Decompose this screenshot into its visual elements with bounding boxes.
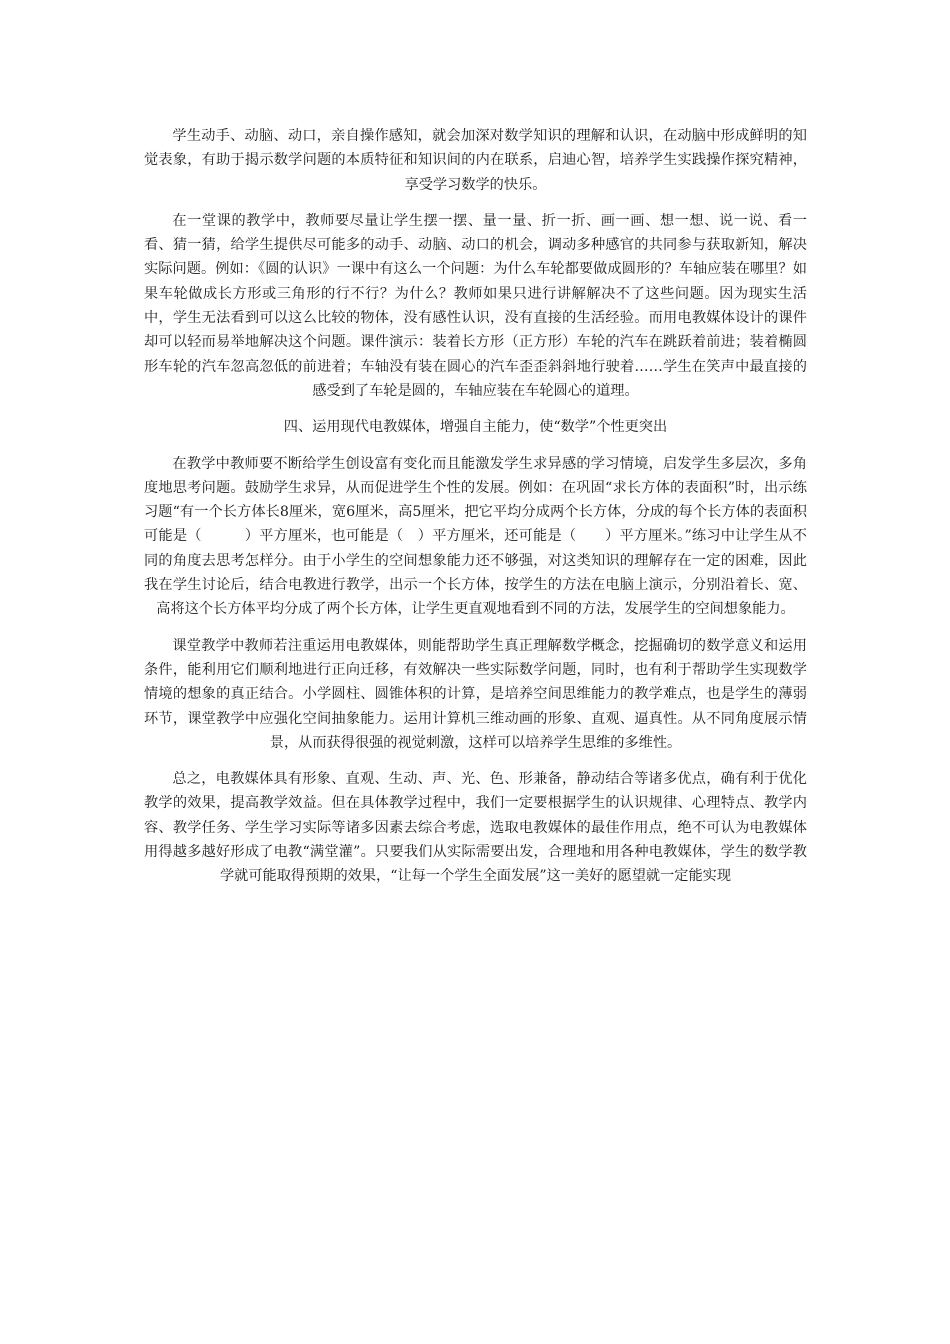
paragraph-cuboid-example: 在教学中教师要不断给学生创设富有变化而且能激发学生求异感的学习情境，启发学生多层次，多角度地思考问题。鼓励学生求异，从而促进学生个性的发展。例如：在巩固“求长方体的表面积”时，出示练习题“有一个长方体长8厘米，宽6厘米，高5厘米，把它平均分成两个长方体，分成的每个长方体的表面积可能是（ ）平方厘米，也可能是（ ）平方厘米，还可能是（ ）平方厘米。”练习中让学生从不同的角度去思考怎样分。由于小学生的空间想象能力还不够强，对这类知识的理解存在一定的困难，因此我在学生讨论后，结合电教进行教学，出示一个长方体，按学生的方法在电脑上演示，分别沿着长、宽、高将这个长方体平均分成了两个长方体，让学生更直观地看到不同的方法，发展学生的空间想象能力。 [144, 455, 807, 618]
document-body [144, 124, 807, 901]
paragraph-hands-on-learning: 学生动手、动脑、动口，亲自操作感知，就会加深对数学知识的理解和认识，在动脑中形成鲜明的知觉表象，有助于揭示数学问题的本质特征和知识间的内在联系，启迪心智，培养学生实践操作探究精神，享受学习数学的快乐。 [144, 128, 807, 193]
paragraph-conclusion: 总之，电教媒体具有形象、直观、生动、声、光、色、形兼备，静动结合等诸多优点，确有利于优化教学的效果，提高教学效益。但在具体教学过程中，我们一定要根据学生的认识规律、心理特点、教学内容、教学任务、学生学习实际等诸多因素去综合考虑，选取电教媒体的最佳作用点，绝不可认为电教媒体用得越多越好形成了电教“满堂灌”。只要我们从实际需要出发，合理地和用各种电教媒体，学生的数学教学就可能取得预期的效果，“让每一个学生全面发展”这一美好的愿望就一定能实现 [144, 771, 807, 885]
paragraph-spatial-thinking: 课堂教学中教师若注重运用电教媒体，则能帮助学生真正理解数学概念，挖掘确切的数学意义和运用条件，能利用它们顺利地进行正向迁移，有效解决一些实际数学问题，同时，也有利于帮助学生实现数学情境的想象的真正结合。小学圆柱、圆锥体积的计算，是培养空间思维能力的教学难点，也是学生的薄弱环节，课堂教学中应强化空间抽象能力。运用计算机三维动画的形象、直观、逼真性。从不同角度展示情景，从而获得很强的视觉刺激，这样可以培养学生思维的多维性。 [144, 637, 807, 751]
section-heading-four: 四、运用现代电教媒体，增强自主能力，使“数学”个性更突出 [283, 419, 668, 436]
paragraph-circle-example: 在一堂课的教学中，教师要尽量让学生摆一摆、量一量、折一折、画一画、想一想、说一说、看一看、猜一猜，给学生提供尽可能多的动手、动脑、动口的机会，调动多种感官的共同参与获取新知，解决实际问题。例如：《圆的认识》一课中有这么一个问题：为什么车轮都要做成圆形的？车轴应装在哪里？如果车轮做成长方形或三角形的行不行？为什么？教师如果只进行讲解解决不了这些问题。因为现实生活中，学生无法看到可以这么比较的物体，没有感性认识，没有直接的生活经验。而用电教媒体设计的课件却可以轻而易举地解决这个问题。课件演示：装着长方形（正方形）车轮的汽车在跳跃着前进；装着椭圆形车轮的汽车忽高忽低的前进着；车轴没有装在圆心的汽车歪歪斜斜地行驶着……学生在笑声中最直接的感受到了车轮是圆的，车轴应装在车轮圆心的道理。 [144, 212, 807, 399]
